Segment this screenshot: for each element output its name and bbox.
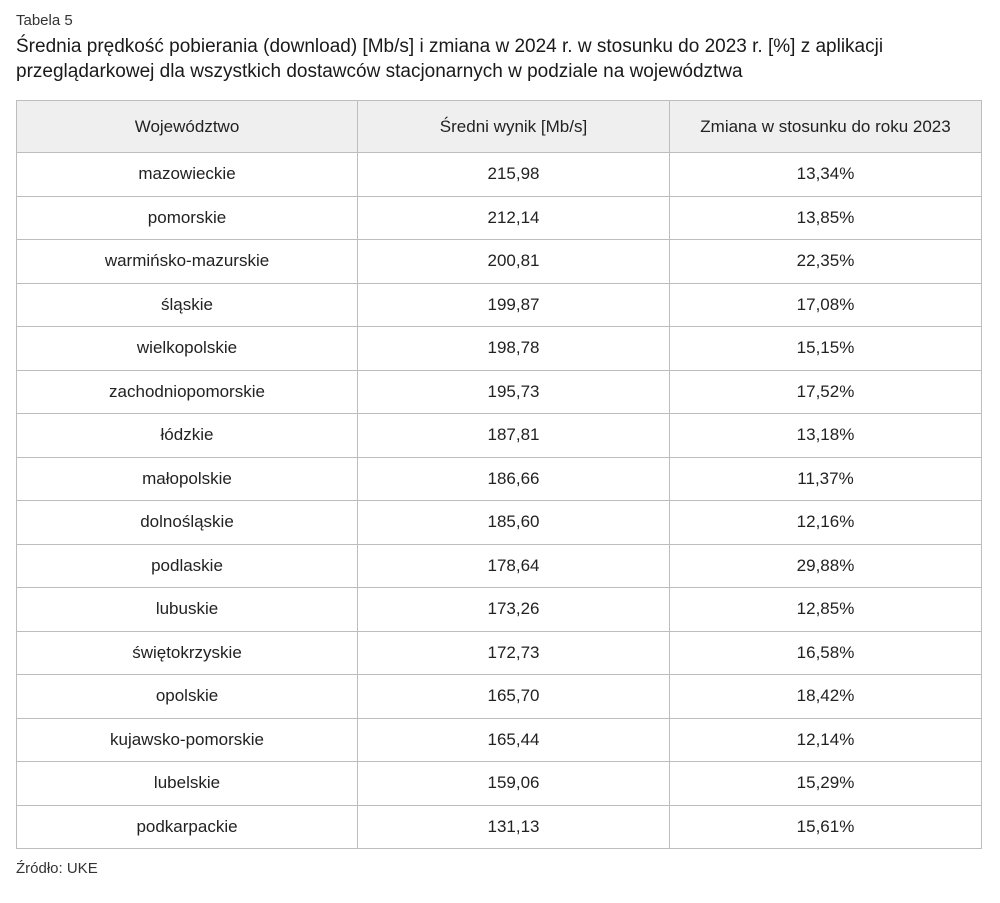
cell-average-speed: 159,06 bbox=[358, 762, 670, 806]
cell-change: 13,85% bbox=[670, 196, 982, 240]
cell-change: 22,35% bbox=[670, 240, 982, 284]
cell-voivodeship: łódzkie bbox=[17, 414, 358, 458]
cell-change: 13,34% bbox=[670, 153, 982, 197]
cell-voivodeship: kujawsko-pomorskie bbox=[17, 718, 358, 762]
table-row bbox=[17, 501, 982, 545]
cell-average-speed: 200,81 bbox=[358, 240, 670, 284]
table-row bbox=[17, 457, 982, 501]
column-header-average-speed: Średni wynik [Mb/s] bbox=[358, 101, 670, 153]
cell-average-speed: 178,64 bbox=[358, 544, 670, 588]
cell-voivodeship: świętokrzyskie bbox=[17, 631, 358, 675]
cell-change: 12,14% bbox=[670, 718, 982, 762]
cell-change: 29,88% bbox=[670, 544, 982, 588]
table-row bbox=[17, 762, 982, 806]
cell-voivodeship: lubuskie bbox=[17, 588, 358, 632]
cell-change: 13,18% bbox=[670, 414, 982, 458]
cell-change: 15,29% bbox=[670, 762, 982, 806]
data-table bbox=[16, 100, 982, 849]
cell-average-speed: 212,14 bbox=[358, 196, 670, 240]
column-header-change: Zmiana w stosunku do roku 2023 bbox=[670, 101, 982, 153]
cell-voivodeship: wielkopolskie bbox=[17, 327, 358, 371]
table-row bbox=[17, 327, 982, 371]
cell-voivodeship: małopolskie bbox=[17, 457, 358, 501]
cell-voivodeship: opolskie bbox=[17, 675, 358, 719]
column-header-voivodeship: Województwo bbox=[17, 101, 358, 153]
cell-change: 15,61% bbox=[670, 805, 982, 849]
cell-average-speed: 195,73 bbox=[358, 370, 670, 414]
cell-average-speed: 172,73 bbox=[358, 631, 670, 675]
cell-change: 12,85% bbox=[670, 588, 982, 632]
table-row bbox=[17, 718, 982, 762]
table-row bbox=[17, 283, 982, 327]
cell-average-speed: 186,66 bbox=[358, 457, 670, 501]
table-row bbox=[17, 588, 982, 632]
cell-average-speed: 165,44 bbox=[358, 718, 670, 762]
table-row bbox=[17, 240, 982, 284]
cell-voivodeship: mazowieckie bbox=[17, 153, 358, 197]
table-body bbox=[17, 153, 982, 849]
cell-voivodeship: zachodniopomorskie bbox=[17, 370, 358, 414]
cell-average-speed: 187,81 bbox=[358, 414, 670, 458]
cell-average-speed: 198,78 bbox=[358, 327, 670, 371]
table-row bbox=[17, 414, 982, 458]
cell-change: 16,58% bbox=[670, 631, 982, 675]
table-label: Tabela 5 bbox=[16, 12, 73, 29]
cell-voivodeship: śląskie bbox=[17, 283, 358, 327]
cell-voivodeship: dolnośląskie bbox=[17, 501, 358, 545]
table-row bbox=[17, 544, 982, 588]
cell-voivodeship: warmińsko-mazurskie bbox=[17, 240, 358, 284]
cell-average-speed: 199,87 bbox=[358, 283, 670, 327]
cell-average-speed: 185,60 bbox=[358, 501, 670, 545]
cell-voivodeship: lubelskie bbox=[17, 762, 358, 806]
table-row bbox=[17, 631, 982, 675]
cell-change: 18,42% bbox=[670, 675, 982, 719]
cell-change: 12,16% bbox=[670, 501, 982, 545]
cell-average-speed: 215,98 bbox=[358, 153, 670, 197]
cell-voivodeship: podkarpackie bbox=[17, 805, 358, 849]
table-row bbox=[17, 675, 982, 719]
cell-change: 17,08% bbox=[670, 283, 982, 327]
header-row bbox=[17, 101, 982, 153]
source-note: Źródło: UKE bbox=[16, 860, 98, 877]
table-row bbox=[17, 805, 982, 849]
table-row bbox=[17, 196, 982, 240]
cell-change: 15,15% bbox=[670, 327, 982, 371]
cell-average-speed: 173,26 bbox=[358, 588, 670, 632]
table-row bbox=[17, 153, 982, 197]
cell-voivodeship: pomorskie bbox=[17, 196, 358, 240]
table-title: Średnia prędkość pobierania (download) [Mb/s] i zmiana w 2024 r. w stosunku do 2023 r. [%] z aplikacji przeglądarkowej dla wszystkich dostawców stacjonarnych w podziale na województwa bbox=[16, 36, 884, 82]
cell-average-speed: 131,13 bbox=[358, 805, 670, 849]
table-row bbox=[17, 370, 982, 414]
cell-voivodeship: podlaskie bbox=[17, 544, 358, 588]
cell-average-speed: 165,70 bbox=[358, 675, 670, 719]
cell-change: 17,52% bbox=[670, 370, 982, 414]
cell-change: 11,37% bbox=[670, 457, 982, 501]
